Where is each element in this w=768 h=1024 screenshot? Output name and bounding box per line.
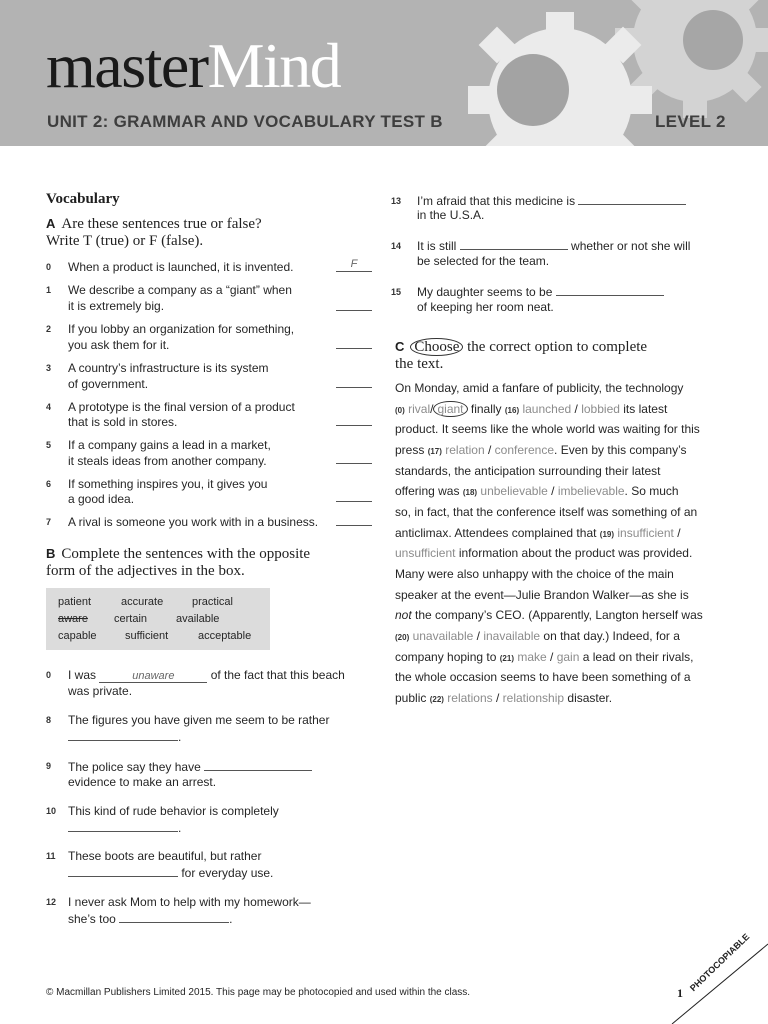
- item-text: that is sold in stores.: [68, 415, 178, 429]
- item-text-before: The police say they have: [68, 760, 201, 774]
- section-a-letter: A: [46, 216, 56, 231]
- item-text: We describe a company as a “giant” when: [68, 283, 292, 297]
- option-b[interactable]: gain: [556, 650, 580, 664]
- gap-number: (19): [599, 530, 615, 539]
- item-text: These boots are beautiful, but rather: [68, 849, 262, 863]
- text-fragment: anticlimax. Attendees complained that: [395, 526, 597, 540]
- item-text: [417, 283, 664, 300]
- item-number: 5: [46, 440, 52, 450]
- item-text-tail: .: [178, 730, 182, 744]
- item-text: A prototype is the final version of a product: [68, 400, 295, 414]
- text-fragment: information about the product was provided.: [458, 546, 693, 560]
- text-fragment: the company’s CEO. (Apparently, Langton herself was: [415, 608, 703, 622]
- item-text: [417, 237, 690, 254]
- text-fragment: company hoping to: [395, 650, 497, 664]
- answer-line[interactable]: [119, 910, 229, 923]
- item-text: [68, 910, 233, 927]
- section-c-line1: the correct option to complete: [467, 339, 648, 355]
- answer-line[interactable]: [460, 237, 568, 250]
- box-word: sufficient: [125, 630, 169, 642]
- item-number: 12: [46, 897, 57, 907]
- option-b-circled[interactable]: giant: [433, 401, 467, 417]
- box-word: practical: [192, 596, 233, 608]
- item-text: a good idea.: [68, 492, 135, 506]
- text-line: product. It seems like the whole world was waiting for this: [395, 422, 700, 436]
- text-fragment: . Even by this company’s: [554, 443, 687, 457]
- box-word: accurate: [121, 596, 164, 608]
- item-text: A rival is someone you work with in a business.: [68, 515, 319, 529]
- answer-line[interactable]: [336, 501, 372, 502]
- item-text-after: of the fact that this beach: [210, 668, 345, 682]
- box-word: acceptable: [198, 630, 252, 642]
- item-number: 6: [46, 479, 52, 489]
- item-number: 7: [46, 517, 52, 527]
- gap-number: (22): [429, 695, 444, 704]
- slash: /: [487, 443, 492, 457]
- item-number: 4: [46, 402, 52, 412]
- option-a[interactable]: rival: [408, 402, 431, 416]
- option-a[interactable]: relation: [445, 443, 485, 457]
- item-text: of keeping her room neat.: [417, 300, 554, 314]
- text-line: [395, 688, 612, 711]
- item-text: [68, 667, 345, 683]
- item-text: If something inspires you, it gives you: [68, 477, 268, 491]
- option-a[interactable]: insufficient: [617, 526, 674, 540]
- text-fragment: public: [395, 691, 427, 705]
- item-text-after: whether or not she will: [571, 239, 691, 253]
- answer-line[interactable]: [336, 425, 372, 426]
- box-word: patient: [58, 596, 92, 608]
- circled-word: Choose: [410, 338, 463, 356]
- answer-line[interactable]: [336, 387, 372, 388]
- option-a[interactable]: make: [517, 650, 547, 664]
- item-number: 13: [391, 196, 402, 206]
- item-number: 0: [46, 262, 52, 272]
- option-b[interactable]: unsufficient: [395, 546, 456, 560]
- text-line: Many were also unhappy with the choice of the main: [395, 567, 674, 581]
- item-text: A country’s infrastructure is its system: [68, 361, 269, 375]
- item-text: [68, 819, 181, 836]
- item-text: [68, 728, 181, 745]
- option-b[interactable]: relationship: [502, 691, 565, 705]
- gap-number: (18): [462, 488, 478, 497]
- section-b-instruction: [46, 545, 310, 580]
- item-text: [68, 758, 312, 775]
- photocopiable-stamp: PHOTOCOPIABLE: [688, 931, 752, 994]
- option-b[interactable]: lobbied: [581, 402, 620, 416]
- gap-number: (16): [504, 406, 520, 415]
- item-text-before: she’s too: [68, 912, 116, 926]
- photocopiable-corner: [660, 940, 768, 1024]
- box-word-used: aware: [58, 613, 88, 625]
- brand-part-1: master: [46, 30, 208, 101]
- item-number: 8: [46, 715, 52, 725]
- text-line: the whole occasion seems to have been something of a: [395, 670, 691, 684]
- slash: /: [495, 691, 500, 705]
- item-number: 15: [391, 287, 402, 297]
- answer-line[interactable]: [204, 758, 312, 771]
- item-text: This kind of rude behavior is completely: [68, 804, 279, 818]
- text-fragment: a lead on their rivals,: [582, 650, 694, 664]
- item-text: If a company gains a lead in a market,: [68, 438, 271, 452]
- text-line: speaker at the event—Julie Brandon Walker—as she is: [395, 588, 689, 602]
- brand-part-2: Mind: [207, 30, 341, 101]
- answer-line[interactable]: [336, 310, 372, 311]
- gap-number: (0): [395, 406, 405, 415]
- section-c-instruction: [395, 338, 647, 373]
- vocabulary-heading: Vocabulary: [46, 191, 120, 207]
- slash: /: [430, 402, 434, 416]
- item-text: you ask them for it.: [68, 338, 170, 352]
- gap-number: (21): [499, 654, 514, 663]
- answer-line[interactable]: [336, 271, 372, 272]
- item-number: 14: [391, 241, 402, 251]
- text-line: [395, 481, 679, 504]
- item-text-before: I was: [68, 668, 97, 682]
- item-number: 0: [46, 670, 52, 680]
- item-text: in the U.S.A.: [417, 208, 485, 222]
- section-b-letter: B: [46, 546, 56, 561]
- gap-number: (20): [395, 633, 410, 642]
- text-line: On Monday, amid a fanfare of publicity, the technology: [395, 381, 684, 395]
- option-a[interactable]: relations: [447, 691, 493, 705]
- text-fragment: . So much: [624, 484, 679, 498]
- section-c-line2: the text.: [395, 356, 444, 372]
- option-a[interactable]: unavailable: [412, 629, 474, 643]
- section-b-line2: form of the adjectives in the box.: [46, 563, 245, 579]
- option-a[interactable]: unbelievable: [480, 484, 548, 498]
- brand-logo: [46, 26, 340, 106]
- answer-line[interactable]: [336, 463, 372, 464]
- text-line: [395, 543, 692, 564]
- item-text: If you lobby an organization for something,: [68, 322, 295, 336]
- item-number: 10: [46, 806, 57, 816]
- unit-title: UNIT 2: GRAMMAR AND VOCABULARY TEST B: [47, 112, 443, 131]
- text-line: [395, 626, 680, 649]
- answer-line[interactable]: [68, 864, 178, 877]
- item-number: 1: [46, 285, 52, 295]
- answer-example: unaware: [99, 670, 207, 683]
- item-text: of government.: [68, 377, 149, 391]
- answer-line[interactable]: [556, 283, 664, 296]
- answer-line[interactable]: [68, 728, 178, 741]
- item-text: be selected for the team.: [417, 254, 550, 268]
- item-text-before: I’m afraid that this medicine is: [417, 194, 576, 208]
- text-line: [395, 440, 687, 463]
- slash: /: [551, 484, 555, 498]
- text-line: standards, the anticipation surrounding their latest: [395, 464, 661, 478]
- level-label: LEVEL 2: [655, 112, 726, 131]
- text-fragment: on that day.) Indeed, for a: [543, 629, 680, 643]
- text-fragment-italic: not: [395, 608, 412, 622]
- box-word: available: [176, 613, 220, 625]
- item-text-tail: .: [178, 821, 182, 835]
- text-fragment: finally: [470, 402, 502, 416]
- item-text: When a product is launched, it is invented.: [68, 260, 294, 274]
- slash: /: [550, 650, 554, 664]
- page-number: 1: [677, 986, 683, 1000]
- item-text-before: It is still: [417, 239, 457, 253]
- slash: /: [476, 629, 480, 643]
- box-word: certain: [114, 613, 148, 625]
- item-number: 3: [46, 363, 52, 373]
- slash: /: [677, 526, 681, 540]
- item-text: I never ask Mom to help with my homework—: [68, 895, 311, 909]
- text-fragment: disaster.: [567, 691, 613, 705]
- section-a-instruction: [46, 215, 262, 250]
- answer-line[interactable]: [336, 348, 372, 349]
- text-fragment: press: [395, 443, 425, 457]
- text-line: so, in fact, that the conference itself was something of an: [395, 505, 698, 519]
- box-word: capable: [58, 630, 97, 642]
- item-text: The figures you have given me seem to be rather: [68, 713, 330, 727]
- item-text-after: for everyday use.: [181, 866, 274, 880]
- text-fragment: offering was: [395, 484, 460, 498]
- section-c-letter: C: [395, 339, 405, 354]
- item-text: evidence to make an arrest.: [68, 775, 217, 789]
- answer-example: F: [350, 258, 358, 270]
- item-number: 9: [46, 761, 52, 771]
- answer-line[interactable]: [336, 525, 372, 526]
- item-number: 2: [46, 324, 52, 334]
- option-b[interactable]: conference: [494, 443, 555, 457]
- item-number: 11: [46, 851, 56, 861]
- item-text: was private.: [68, 684, 133, 698]
- answer-line[interactable]: [68, 819, 178, 832]
- text-line: [395, 605, 703, 626]
- section-a-line1: Are these sentences true or false?: [61, 216, 262, 232]
- slash: /: [574, 402, 578, 416]
- item-text-before: My daughter seems to be: [417, 285, 553, 299]
- section-a-line2: Write T (true) or F (false).: [46, 233, 204, 249]
- option-b[interactable]: imbelievable: [557, 484, 625, 498]
- item-text: it steals ideas from another company.: [68, 454, 267, 468]
- item-text: [68, 864, 273, 881]
- item-text-tail: .: [229, 912, 233, 926]
- answer-line[interactable]: [578, 192, 686, 205]
- option-a[interactable]: launched: [522, 402, 572, 416]
- page-header: [0, 0, 768, 146]
- item-text: it is extremely big.: [68, 299, 165, 313]
- text-fragment: its latest: [623, 402, 668, 416]
- copyright-notice: © Macmillan Publishers Limited 2015. This page may be photocopied and used within the class.: [46, 987, 471, 998]
- gap-number: (17): [427, 447, 442, 456]
- option-b[interactable]: inavailable: [483, 629, 541, 643]
- section-b-line1: Complete the sentences with the opposite: [61, 546, 311, 562]
